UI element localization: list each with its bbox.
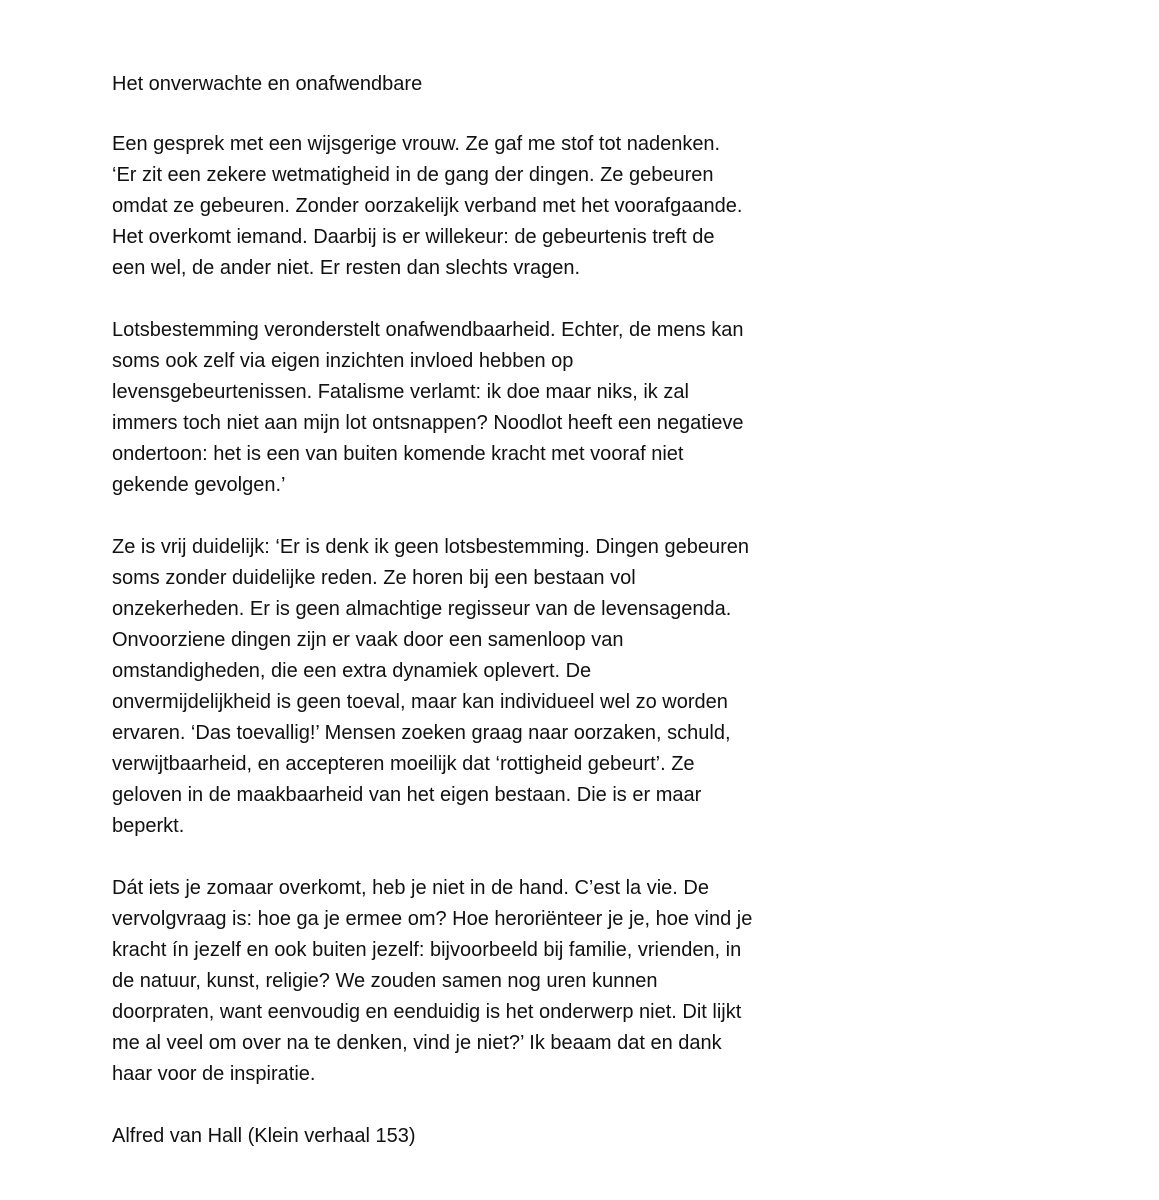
- paragraph-2: [112, 315, 792, 501]
- text-line: Lotsbestemming veronderstelt onafwendbaarheid. Echter, de mens kan: [112, 319, 744, 341]
- text-line: Onvoorziene dingen zijn er vaak door een samenloop van: [112, 629, 624, 651]
- text-line: vervolgvraag is: hoe ga je ermee om? Hoe heroriënteer je je, hoe vind je: [112, 908, 753, 930]
- text-line: Ze is vrij duidelijk: ‘Er is denk ik geen lotsbestemming. Dingen gebeuren: [112, 536, 749, 558]
- text-line: Het overkomt iemand. Daarbij is er willekeur: de gebeurtenis treft de: [112, 226, 715, 248]
- paragraph-gap: [112, 1090, 792, 1121]
- text-line: geloven in de maakbaarheid van het eigen bestaan. Die is er maar: [112, 784, 702, 806]
- text-line: soms zonder duidelijke reden. Ze horen bij een bestaan vol: [112, 567, 636, 589]
- paragraph-gap: [112, 284, 792, 315]
- text-line: omstandigheden, die een extra dynamiek oplevert. De: [112, 660, 592, 682]
- text-line: soms ook zelf via eigen inzichten invloed hebben op: [112, 350, 574, 372]
- paragraph-1: [112, 129, 792, 284]
- text-line: onzekerheden. Er is geen almachtige regisseur van de levensagenda.: [112, 598, 732, 620]
- text-line: omdat ze gebeuren. Zonder oorzakelijk verband met het voorafgaande.: [112, 195, 743, 217]
- text-line: levensgebeurtenissen. Fatalisme verlamt: ik doe maar niks, ik zal: [112, 381, 689, 403]
- text-line: onvermijdelijkheid is geen toeval, maar kan individueel wel zo worden: [112, 691, 728, 713]
- text-line: ‘Er zit een zekere wetmatigheid in de gang der dingen. Ze gebeuren: [112, 164, 714, 186]
- paragraph-3: [112, 532, 792, 842]
- text-line: kracht ín jezelf en ook buiten jezelf: bijvoorbeeld bij familie, vrienden, in: [112, 939, 742, 961]
- text-line: ondertoon: het is een van buiten komende kracht met vooraf niet: [112, 443, 684, 465]
- text-line: de natuur, kunst, religie? We zouden samen nog uren kunnen: [112, 970, 658, 992]
- text-line: Dát iets je zomaar overkomt, heb je niet in de hand. C’est la vie. De: [112, 877, 709, 899]
- text-line: gekende gevolgen.’: [112, 474, 286, 496]
- text-line: doorpraten, want eenvoudig en eenduidig is het onderwerp niet. Dit lijkt: [112, 1001, 742, 1023]
- paragraph-gap: [112, 501, 792, 532]
- document-page: [112, 69, 792, 1152]
- text-line: Een gesprek met een wijsgerige vrouw. Ze gaf me stof tot nadenken.: [112, 133, 721, 155]
- text-line: beperkt.: [112, 815, 185, 837]
- text-line: me al veel om over na te denken, vind je niet?’ Ik beaam dat en dank: [112, 1032, 722, 1054]
- text-line: haar voor de inspiratie.: [112, 1063, 316, 1085]
- text-line: immers toch niet aan mijn lot ontsnappen? Noodlot heeft een negatieve: [112, 412, 744, 434]
- text-line: verwijtbaarheid, en accepteren moeilijk dat ‘rottigheid gebeurt’. Ze: [112, 753, 695, 775]
- document-title: Het onverwachte en onafwendbare: [112, 73, 423, 95]
- paragraph-gap: [112, 842, 792, 873]
- text-line: ervaren. ‘Das toevallig!’ Mensen zoeken graag naar oorzaken, schuld,: [112, 722, 731, 744]
- author-credit: Alfred van Hall (Klein verhaal 153): [112, 1125, 416, 1147]
- text-line: een wel, de ander niet. Er resten dan slechts vragen.: [112, 257, 581, 279]
- paragraph-4: [112, 873, 792, 1090]
